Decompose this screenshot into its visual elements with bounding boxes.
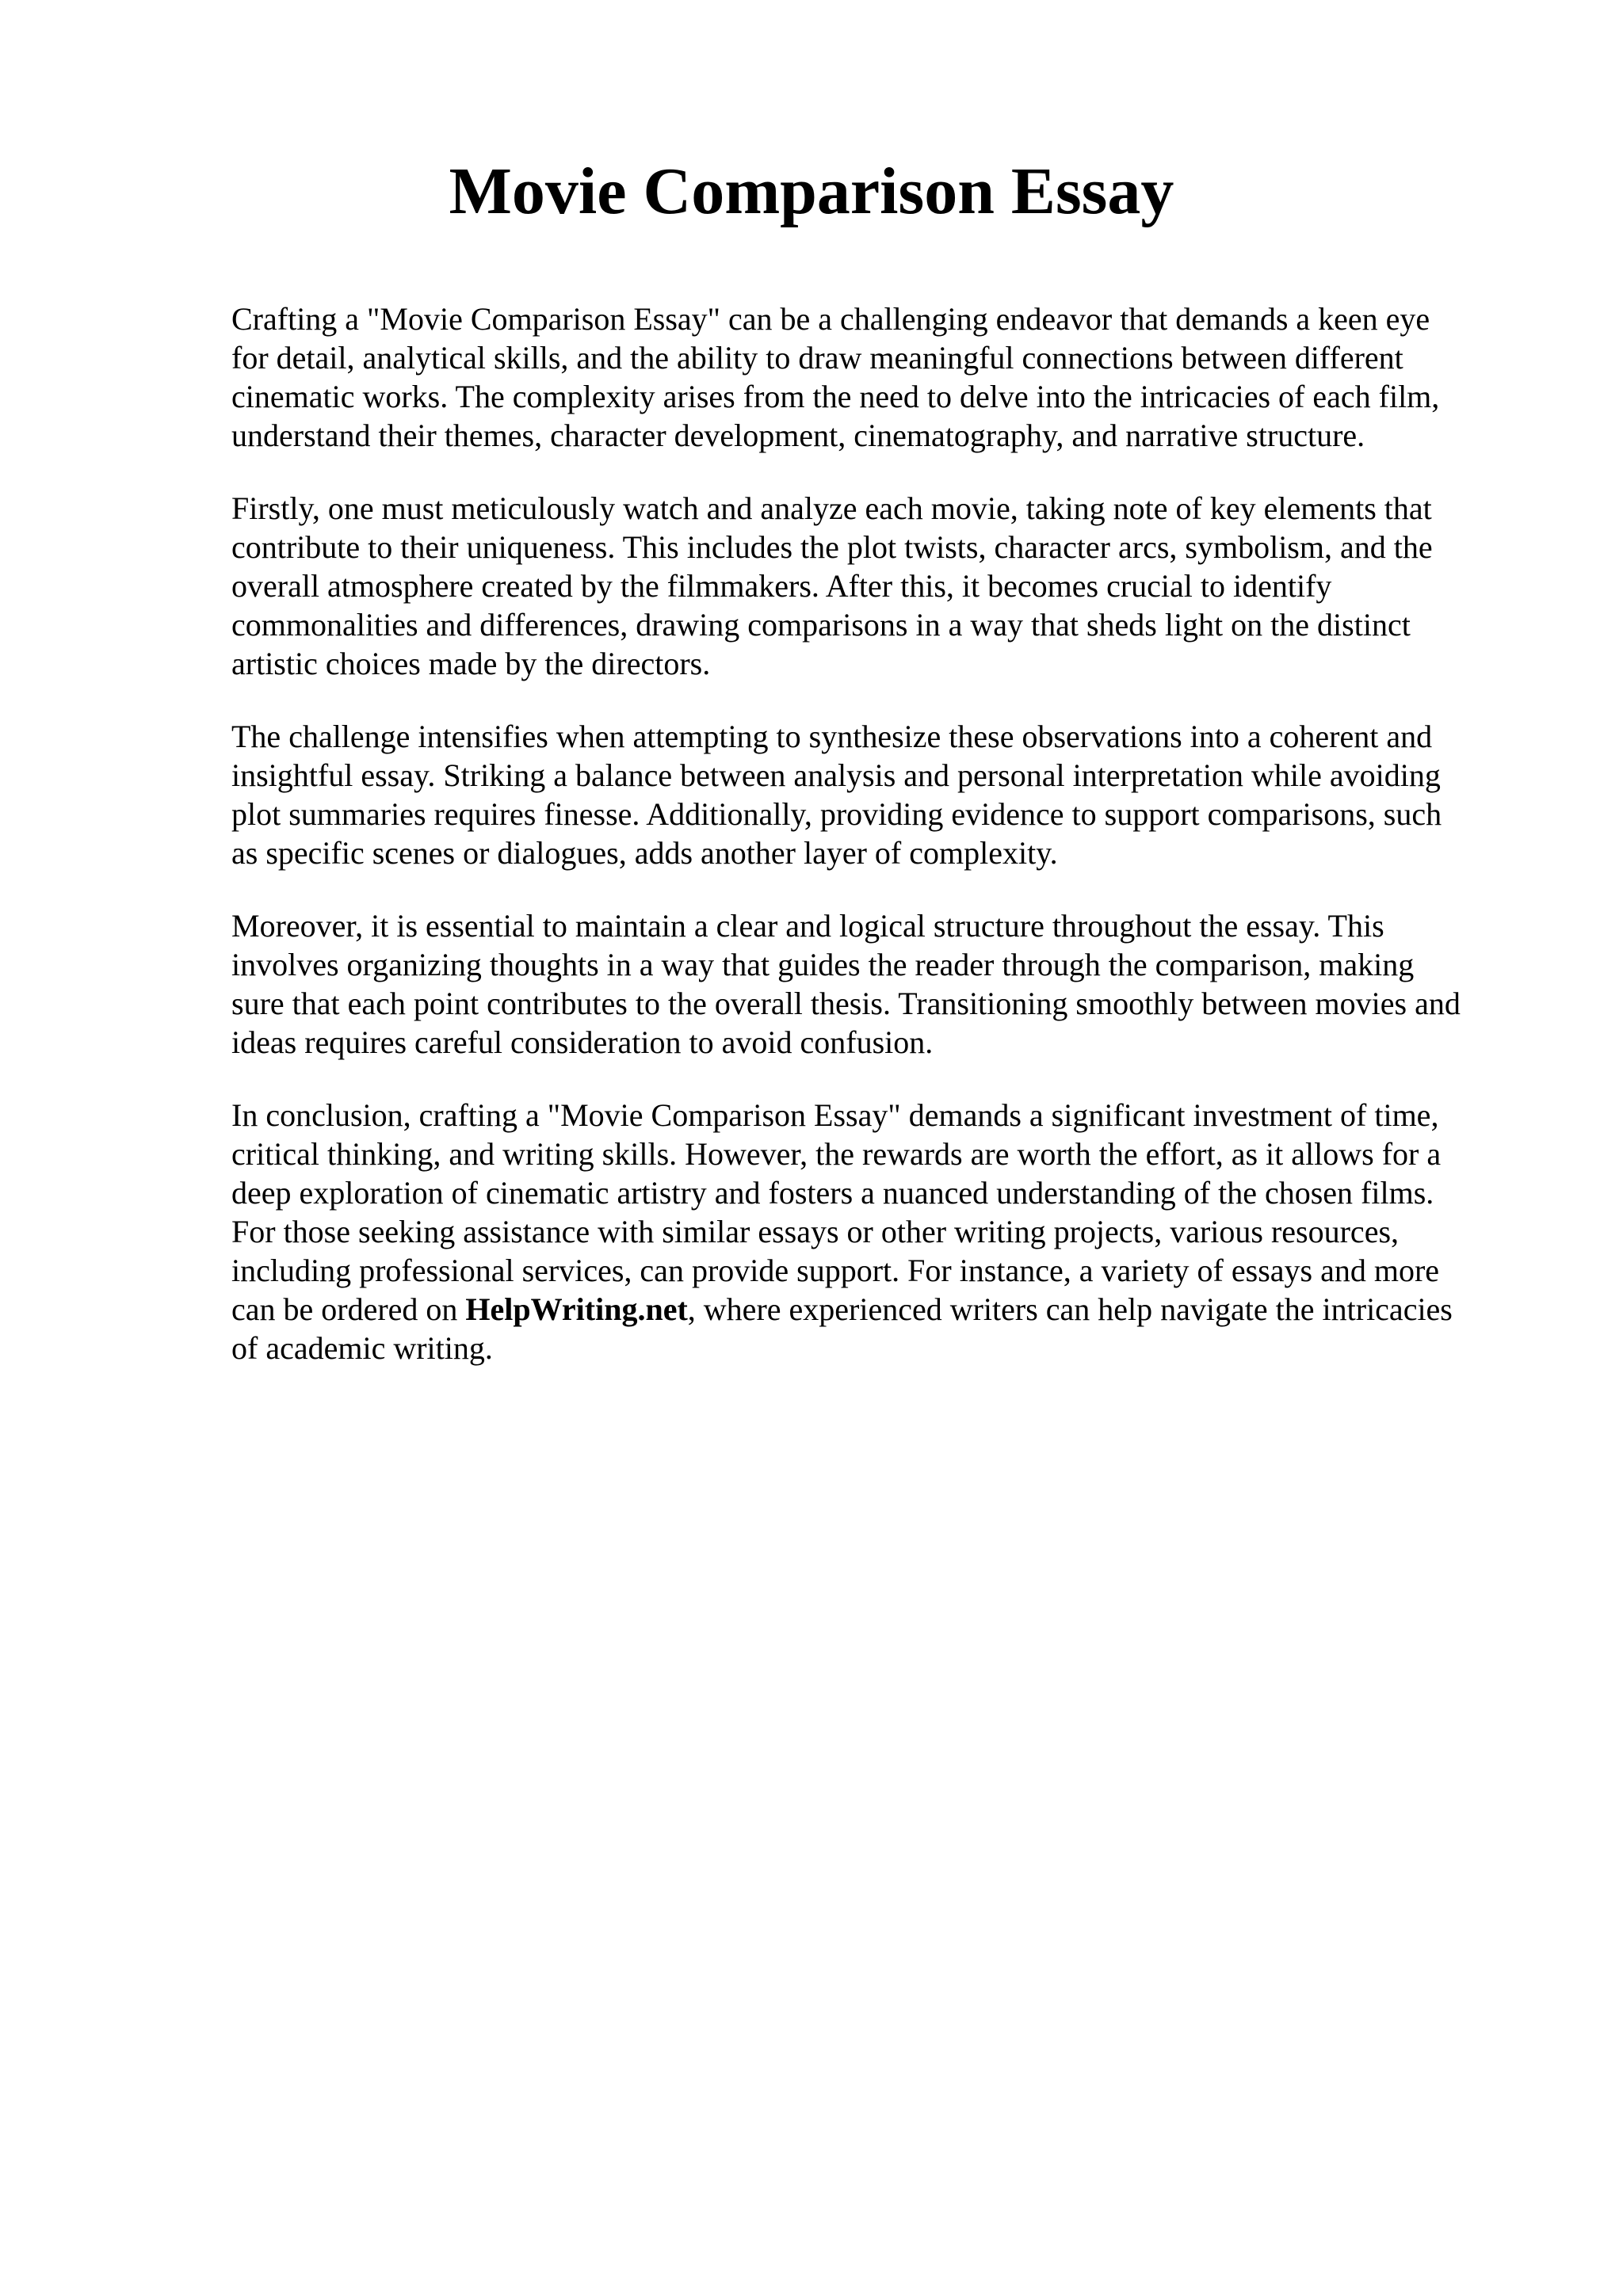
paragraph-3 [231,717,1515,872]
text-line: of academic writing. [231,1330,493,1366]
text-line: For those seeking assistance with similar essays or other writing projects, various resources, [231,1214,1400,1249]
paragraph-4 [231,906,1515,1062]
link-suffix-text: , where experienced writers can help navigate the intricacies [687,1291,1453,1327]
paragraph-5 [231,1096,1515,1367]
link-prefix-text: can be ordered on [231,1291,466,1327]
text-line: for detail, analytical skills, and the ability to draw meaningful connections between different [231,340,1403,376]
text-line: sure that each point contributes to the overall thesis. Transitioning smoothly between movies and [231,986,1461,1021]
text-line: plot summaries requires finesse. Additionally, providing evidence to support comparisons, such [231,796,1442,832]
text-line: deep exploration of cinematic artistry and fosters a nuanced understanding of the chosen films. [231,1175,1434,1211]
text-line: as specific scenes or dialogues, adds another layer of complexity. [231,835,1058,871]
text-line: contribute to their uniqueness. This includes the plot twists, character arcs, symbolism, and the [231,529,1433,565]
text-line: Crafting a "Movie Comparison Essay" can be a challenging endeavor that demands a keen eye [231,301,1430,337]
text-line: cinematic works. The complexity arises from the need to delve into the intricacies of each film, [231,379,1440,414]
text-line: insightful essay. Striking a balance between analysis and personal interpretation while avoiding [231,757,1441,793]
text-line-with-link [231,1290,1515,1329]
text-line: The challenge intensifies when attempting to synthesize these observations into a coherent and [231,719,1433,754]
text-line: commonalities and differences, drawing comparisons in a way that sheds light on the distinct [231,607,1411,643]
text-line: critical thinking, and writing skills. However, the rewards are worth the effort, as it allows for a [231,1136,1442,1172]
helpwriting-link[interactable]: HelpWriting.net [465,1291,688,1327]
text-line: artistic choices made by the directors. [231,646,711,681]
paragraph-2 [231,489,1515,683]
text-line: understand their themes, character development, cinematography, and narrative structure. [231,418,1365,453]
text-line: involves organizing thoughts in a way that guides the reader through the comparison, making [231,947,1415,982]
paragraph-1 [231,299,1515,455]
essay-body [231,299,1515,1402]
text-line: In conclusion, crafting a "Movie Comparison Essay" demands a significant investment of time, [231,1097,1439,1133]
text-line: Firstly, one must meticulously watch and analyze each movie, taking note of key elements that [231,490,1432,526]
text-line: Moreover, it is essential to maintain a clear and logical structure throughout the essay. This [231,908,1384,944]
text-line: ideas requires careful consideration to avoid confusion. [231,1024,934,1060]
text-line: overall atmosphere created by the filmmakers. After this, it becomes crucial to identify [231,568,1332,604]
text-line: including professional services, can provide support. For instance, a variety of essays and more [231,1253,1440,1288]
essay-title: Movie Comparison Essay [449,154,1174,228]
